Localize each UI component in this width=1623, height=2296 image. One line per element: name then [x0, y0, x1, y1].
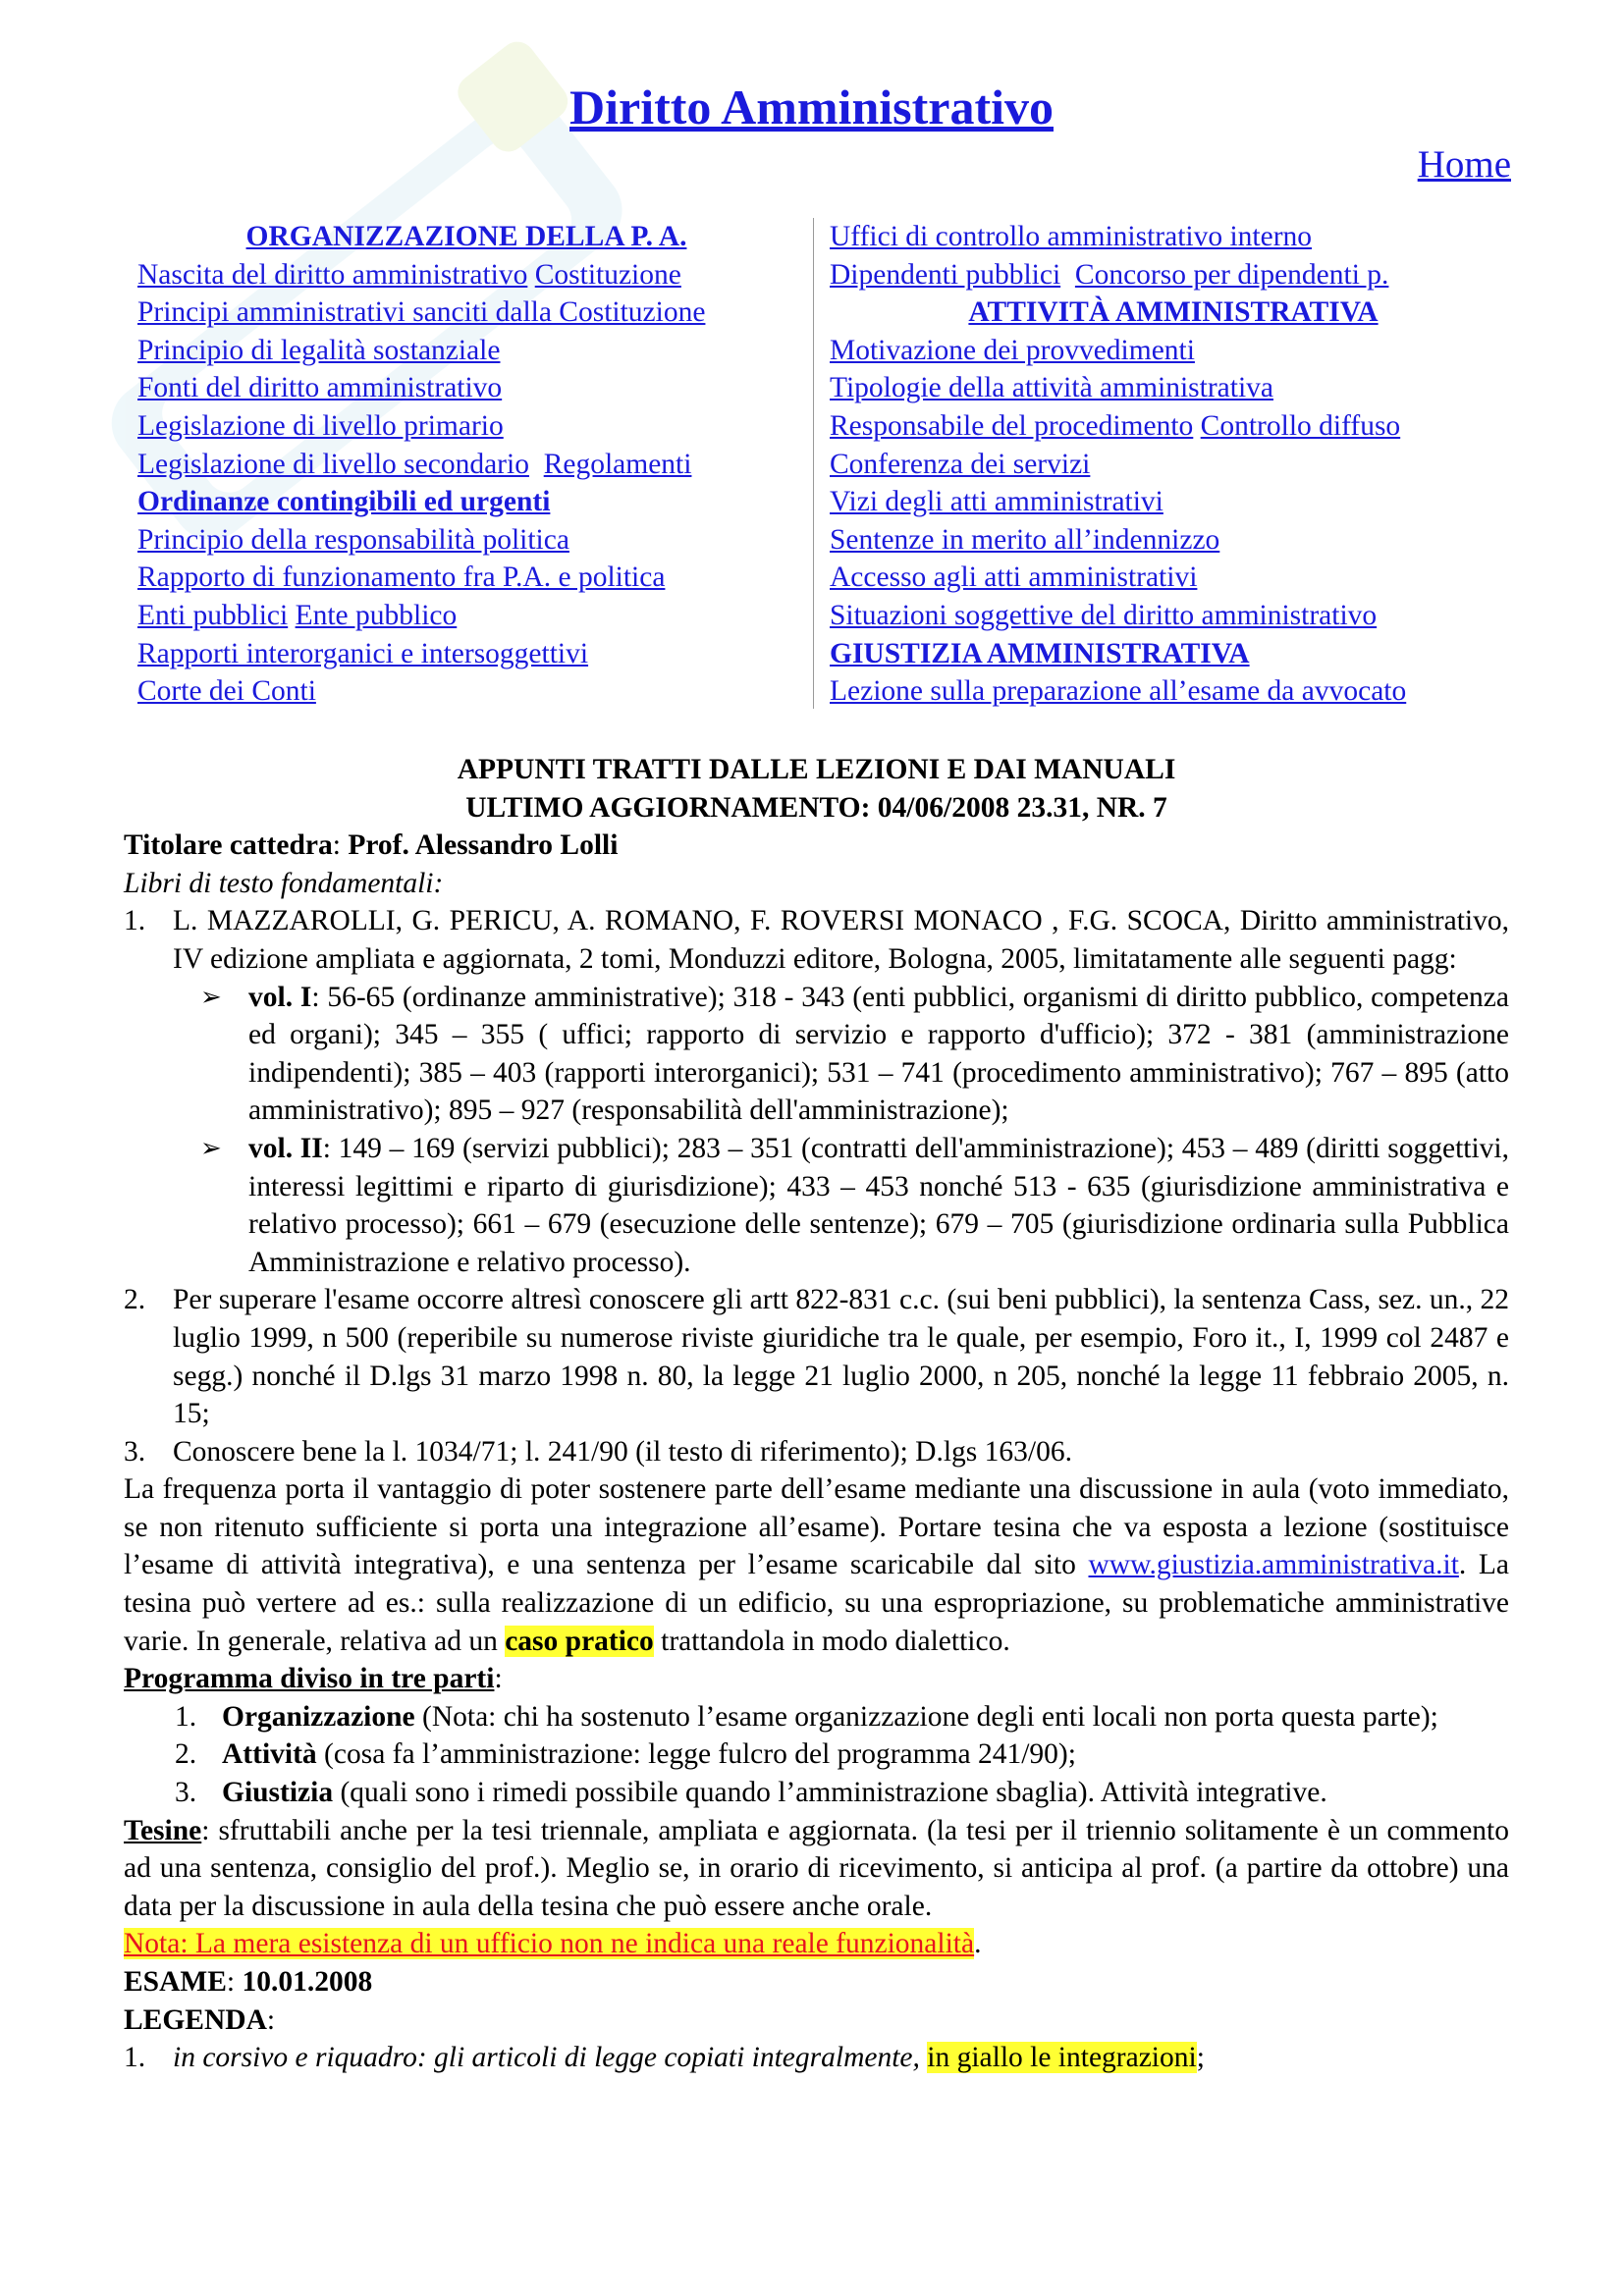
toc-link[interactable]: Principi amministrativi sanciti dalla Costituzione — [137, 296, 706, 329]
toc-row — [830, 559, 1517, 597]
toc-left-column — [137, 218, 795, 711]
toc-row — [137, 559, 795, 597]
toc-link[interactable]: Legislazione di livello secondario — [137, 448, 529, 480]
legend-line: LEGENDA: — [124, 2003, 276, 2036]
toc-link[interactable]: ORGANIZZAZIONE DELLA P. A. — [245, 221, 687, 252]
list-item — [124, 902, 1509, 978]
toc-link[interactable]: Ordinanze contingibili ed urgenti — [137, 486, 551, 518]
list-text: Conoscere bene la l. 1034/71; l. 241/90 (il testo di riferimento); D.lgs 163/06. — [173, 1435, 1072, 1468]
toc-link[interactable]: Enti pubblici — [137, 599, 289, 631]
toc-row — [830, 597, 1517, 635]
notes-header-line2: ULTIMO AGGIORNAMENTO: 04/06/2008 23.31, NR. 7 — [465, 791, 1167, 824]
arrow-bullet-icon: ➢ — [200, 1133, 222, 1162]
list-number: 3. — [124, 1435, 146, 1468]
toc-row — [137, 369, 795, 407]
list-number: 1. — [124, 905, 146, 937]
toc-row — [830, 483, 1517, 521]
toc-row — [830, 521, 1517, 560]
toc-link[interactable]: Accesso agli atti amministrativi — [830, 561, 1198, 594]
toc-link[interactable]: Regolamenti — [543, 448, 692, 480]
arrow-bullet-icon: ➢ — [200, 982, 222, 1011]
toc-link[interactable]: Fonti del diritto amministrativo — [137, 372, 503, 404]
nota-highlight: Nota: La mera esistenza di un ufficio non ne indica una reale funzionalità — [124, 1928, 975, 1960]
list-text: L. MAZZAROLLI, G. PERICU, A. ROMANO, F. ROVERSI MONACO , F.G. SCOCA, Diritto amministrativo, IV edizione ampliata e aggiornata, 2 tomi, Monduzzi editore, Bologna, 2005, limitatamente alle seguenti pagg: — [173, 905, 1509, 975]
toc-link[interactable]: Costituzione — [534, 258, 681, 291]
toc-link[interactable]: Rapporto di funzionamento fra P.A. e politica — [137, 561, 666, 594]
volume-label: vol. II — [248, 1132, 323, 1164]
giustizia-amministrativa-link[interactable]: www.giustizia.amministrativa.it — [1088, 1549, 1459, 1581]
toc-row — [830, 332, 1517, 370]
toc-row — [137, 256, 795, 294]
chair-sep: : — [332, 829, 349, 862]
chair-label: Titolare cattedra — [124, 829, 333, 862]
toc-link[interactable]: Sentenze in merito all’indennizzo — [830, 523, 1220, 556]
home-link[interactable]: Home — [1417, 143, 1511, 186]
toc-link[interactable]: Responsabile del procedimento — [830, 409, 1194, 442]
toc-row — [137, 635, 795, 673]
legend-item: 1. in corsivo e riquadro: gli articoli di legge copiati integralmente, in giallo le integrazioni; — [124, 2039, 1509, 2077]
notes-body — [124, 751, 1509, 2077]
toc-link[interactable]: Tipologie della attività amministrativa — [830, 372, 1273, 404]
program-item: 2. Attività (cosa fa l’amministrazione: legge fulcro del programma 241/90); — [124, 1735, 1509, 1774]
toc-row — [137, 483, 795, 521]
legend-highlight: in giallo le integrazioni — [927, 2042, 1197, 2074]
toc-link[interactable]: Legislazione di livello primario — [137, 409, 504, 442]
list-number: 3. — [175, 1777, 197, 1809]
chair-name: Prof. Alessandro Lolli — [348, 829, 619, 862]
toc-row — [137, 407, 795, 446]
toc-row — [137, 294, 795, 332]
toc-row — [137, 597, 795, 635]
list-number: 1. — [124, 2042, 146, 2074]
list-number: 2. — [124, 1284, 146, 1316]
toc-link[interactable]: Principio della responsabilità politica — [137, 523, 569, 556]
page-title[interactable]: Diritto Amministrativo — [569, 80, 1054, 134]
toc-link[interactable]: Lezione sulla preparazione all’esame da avvocato — [830, 675, 1407, 708]
list-item — [124, 1281, 1509, 1432]
nota-line: Nota: La mera esistenza di un ufficio non ne indica una reale funzionalità. — [124, 1928, 982, 1960]
toc-link[interactable]: Corte dei Conti — [137, 675, 316, 708]
toc-row — [830, 218, 1517, 256]
list-item — [124, 1433, 1509, 1471]
toc-link[interactable]: Ente pubblico — [295, 599, 458, 631]
toc-link[interactable]: Nascita del diritto amministrativo — [137, 258, 528, 291]
toc-link[interactable]: Rapporti interorganici e intersoggettivi — [137, 637, 589, 669]
toc-link[interactable]: Situazioni soggettive del diritto amministrativo — [830, 599, 1378, 631]
toc-link[interactable]: GIUSTIZIA AMMINISTRATIVA — [830, 637, 1250, 669]
exam-line: ESAME: 10.01.2008 — [124, 1966, 373, 1998]
chair-line — [124, 827, 1509, 865]
toc-heading-organization — [137, 218, 795, 256]
highlight-caso-pratico: caso pratico — [505, 1625, 654, 1657]
toc-row — [830, 369, 1517, 407]
list-number: 2. — [175, 1738, 197, 1771]
toc-right-column — [830, 218, 1517, 711]
column-divider — [813, 218, 814, 709]
program-item: 3. Giustizia (quali sono i rimedi possibile quando l’amministrazione sbaglia). Attività integrative. — [124, 1774, 1509, 1812]
toc-row — [830, 446, 1517, 484]
toc-link[interactable]: Uffici di controllo amministrativo interno — [830, 221, 1313, 252]
toc-link[interactable]: Dipendenti pubblici — [830, 258, 1061, 291]
toc-row — [830, 407, 1517, 446]
toc-heading-justice — [830, 635, 1517, 673]
list-number: 1. — [175, 1700, 197, 1733]
toc-link[interactable]: ATTIVITÀ AMMINISTRATIVA — [968, 296, 1379, 329]
toc-link[interactable]: Principio di legalità sostanziale — [137, 334, 501, 366]
toc-link[interactable]: Motivazione dei provvedimenti — [830, 334, 1195, 366]
volume-item — [124, 1130, 1509, 1281]
list-text: Per superare l'esame occorre altresì conoscere gli artt 822-831 c.c. (sui beni pubblici), la sentenza Cass, sez. un., 22 luglio 1999, n 500 (reperibile su numerose riviste giuridiche tra le quale, per esempio, Foro it., I, 1999 col 2487 e segg.) nonché il D.lgs 31 marzo 1998 n. 80, la legge 21 luglio 2000, n 205, nonché la legge 11 febbraio 2005, n. 15; — [173, 1284, 1510, 1430]
toc-link[interactable]: Conferenza dei servizi — [830, 448, 1091, 480]
toc-link[interactable]: Controllo diffuso — [1200, 409, 1401, 442]
toc-link[interactable]: Concorso per dipendenti p. — [1074, 258, 1389, 291]
toc-row — [137, 332, 795, 370]
program-item: 1. Organizzazione (Nota: chi ha sostenuto l’esame organizzazione degli enti locali non porta questa parte); — [124, 1698, 1509, 1736]
toc-row — [830, 672, 1517, 711]
program-heading: Programma diviso in tre parti: — [124, 1663, 503, 1695]
tesine-paragraph: Tesine: sfruttabili anche per la tesi triennale, ampliata e aggiornata. (la tesi per il triennio solitamente è un commento ad una sentenza, consiglio del prof.). Meglio se, in orario di ricevimento, si anticipa al prof. (a partire da ottobre) una data per la discussione in aula della tesina che può essere anche orale. — [124, 1814, 1509, 1922]
volume-item — [124, 979, 1509, 1130]
toc-row — [137, 672, 795, 711]
toc-row — [137, 521, 795, 560]
toc-heading-activity — [830, 294, 1517, 332]
toc-link[interactable]: Vizi degli atti amministrativi — [830, 486, 1163, 518]
attendance-paragraph: La frequenza porta il vantaggio di poter sostenere parte dell’esame mediante una discussione in aula (voto immediato, se non ritenuto sufficiente si porta una integrazione all’esame). Portare tesina che va esposta a lezione (sostituisce l’esame di attività integrativa), e una sentenza per l’esame scaricabile dal sito www.giustizia.amministrativa.it. La tesina può vertere ad es.: sulla realizzazione di un edificio, su una espropriazione, su problematiche amministrative varie. In generale, relativa ad un caso pratico trattandola in modo dialettico. — [124, 1473, 1509, 1657]
volume-text: : 149 – 169 (servizi pubblici); 283 – 351 (contratti dell'amministrazione); 453 – 489 (diritti soggettivi, interessi legittimi e riparto di giurisdizione); 433 – 453 nonché 513 - 635 (giurisdizione amministrativa e relativo processo); 661 – 679 (esecuzione delle sentenze); 679 – 705 (giurisdizione ordinaria sulla Pubblica Amministrazione e relativo processo). — [248, 1132, 1509, 1278]
toc-row — [137, 446, 795, 484]
books-label: Libri di testo fondamentali: — [124, 867, 444, 899]
volume-text: : 56-65 (ordinanze amministrative); 318 - 343 (enti pubblici, organismi di diritto pubblico, competenza ed organi); 345 – 355 ( uffici; rapporto di servizio e rapporto d'ufficio); 372 - 381 (amministrazione indipendenti); 385 – 403 (rapporti interorganici); 531 – 741 (procedimento amministrativo); 767 – 895 (atto amministrativo); 895 – 927 (responsabilità dell'amministrazione); — [248, 981, 1509, 1127]
volume-label: vol. I — [248, 981, 312, 1013]
notes-header-line1: APPUNTI TRATTI DALLE LEZIONI E DAI MANUALI — [457, 754, 1176, 785]
toc-row — [830, 256, 1517, 294]
